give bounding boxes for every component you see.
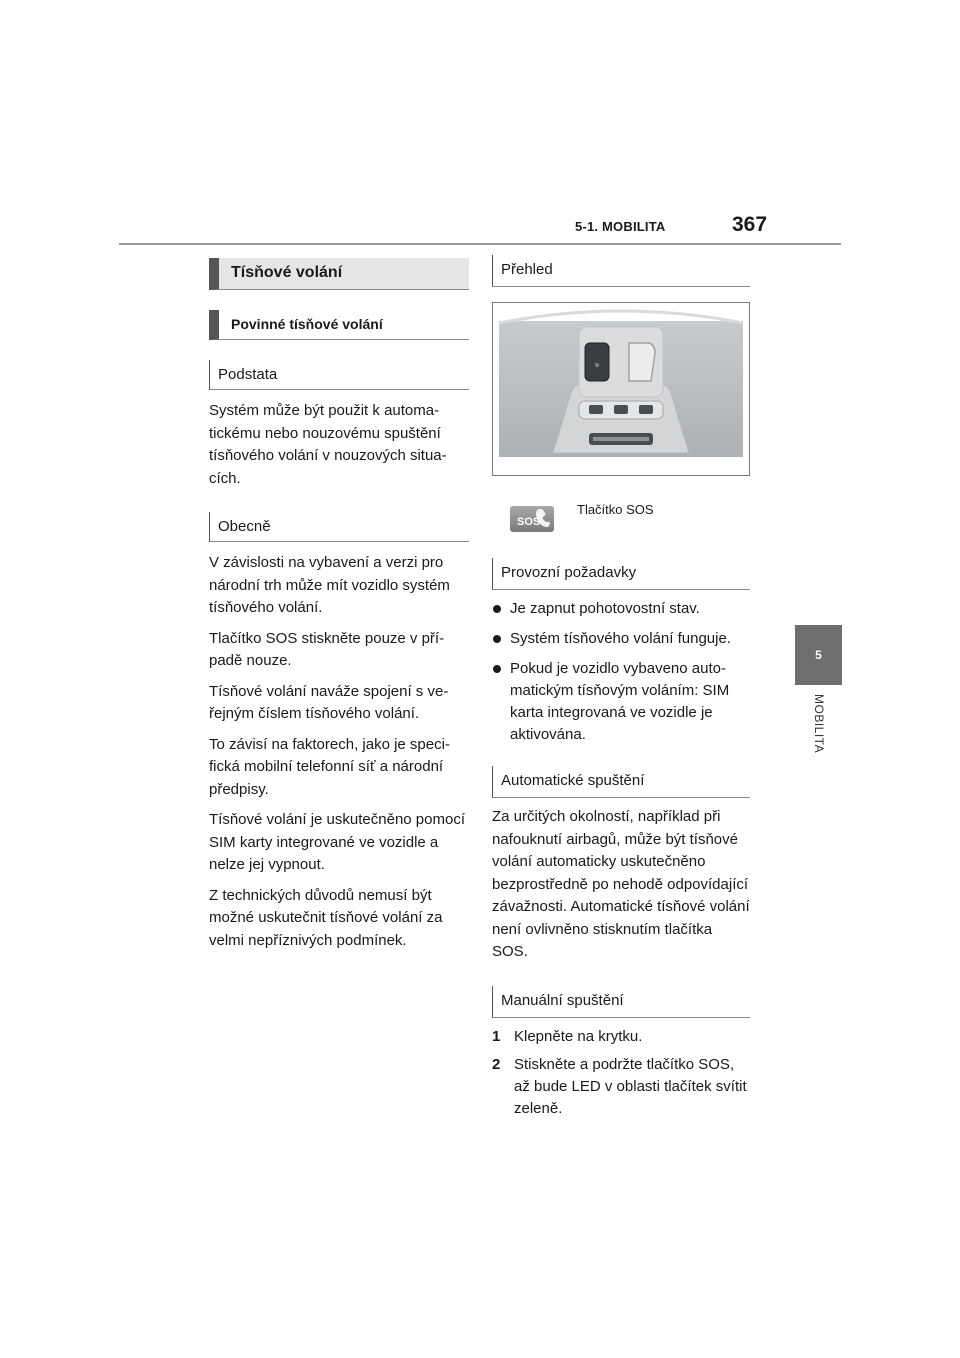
icon-caption: Tlačítko SOS	[577, 502, 654, 517]
topic-heading-manual: Manuální spuštění	[492, 986, 750, 1018]
paragraph: Z technických důvodů nemusí být možné uskutečnit tísňové volání za velmi nepříznivých podmínek.	[209, 886, 443, 949]
paragraph: Tísňové volání je uskutečněno pomocí SIM karty integrované ve vozidle a nelze jej vypnout.	[209, 811, 465, 873]
right-column-lower	[492, 558, 750, 1126]
paragraph: V závislosti na vybavení a verzi pro národní trh může mít vozidlo systém tísňového volání.	[209, 554, 450, 616]
paragraph: Za určitých okolností, například při nafouknutí airbagů, může být tísňové volání automaticky uskutečněno bezprostředně po nehodě odpovídající závažnosti. Automatické tísňové volání není ovlivněno stisknutím tlačítka SOS.	[492, 808, 750, 960]
chapter-tab-label: MOBILITA	[812, 694, 826, 754]
list-item: Pokud je vozidlo vybaveno automatickým tísňovým voláním: SIM karta integrovaná ve vozidle je aktivována.	[492, 658, 750, 746]
list-item: Je zapnut pohotovostní stav.	[492, 598, 750, 620]
overhead-console-illustration	[493, 303, 749, 475]
sos-icon-label: SOS	[517, 516, 541, 528]
left-column	[209, 258, 469, 960]
list-item: Systém tísňového volání funguje.	[492, 628, 750, 650]
chapter-tab: 5	[795, 625, 842, 685]
topic-heading-prehled: Přehled	[492, 255, 750, 287]
topic-heading-obecne: Obecně	[209, 512, 469, 542]
step-number: 1	[492, 1027, 501, 1045]
step-text: Stiskněte a podržte tlačítko SOS, až bude LED v oblasti tlačítek svítit zeleně.	[514, 1055, 747, 1117]
step-item	[492, 1026, 750, 1048]
svg-text:≋: ≋	[594, 363, 600, 369]
paragraph: Systém může být použit k automatickému nebo nouzovému spuštění tísňového volání v nouzových situacích.	[209, 402, 447, 487]
subsection-heading: Povinné tísňové volání	[209, 310, 469, 340]
section-heading: Tísňové volání	[209, 258, 469, 290]
header-rule	[119, 243, 841, 245]
topic-heading-requirements: Provozní požadavky	[492, 558, 750, 590]
step-item	[492, 1054, 750, 1120]
paragraph: Tlačítko SOS stiskněte pouze v případě nouze.	[209, 629, 445, 669]
topic-heading-auto: Automatické spuštění	[492, 766, 750, 798]
section-title: 5-1. MOBILITA	[575, 219, 666, 234]
step-text: Klepněte na krytku.	[514, 1027, 643, 1045]
paragraph: To závisí na faktorech, jako je specifická mobilní telefonní síť a národní předpisy.	[209, 735, 450, 798]
page-number: 367	[732, 213, 768, 236]
step-number: 2	[492, 1055, 501, 1073]
paragraph: Tísňové volání naváže spojení s veřejným číslem tísňového volání.	[209, 682, 449, 722]
overhead-console-figure	[492, 302, 750, 476]
topic-heading-podstata: Podstata	[209, 360, 469, 390]
sos-button-icon	[510, 506, 554, 532]
requirements-list	[492, 598, 750, 746]
steps-list	[492, 1026, 750, 1120]
